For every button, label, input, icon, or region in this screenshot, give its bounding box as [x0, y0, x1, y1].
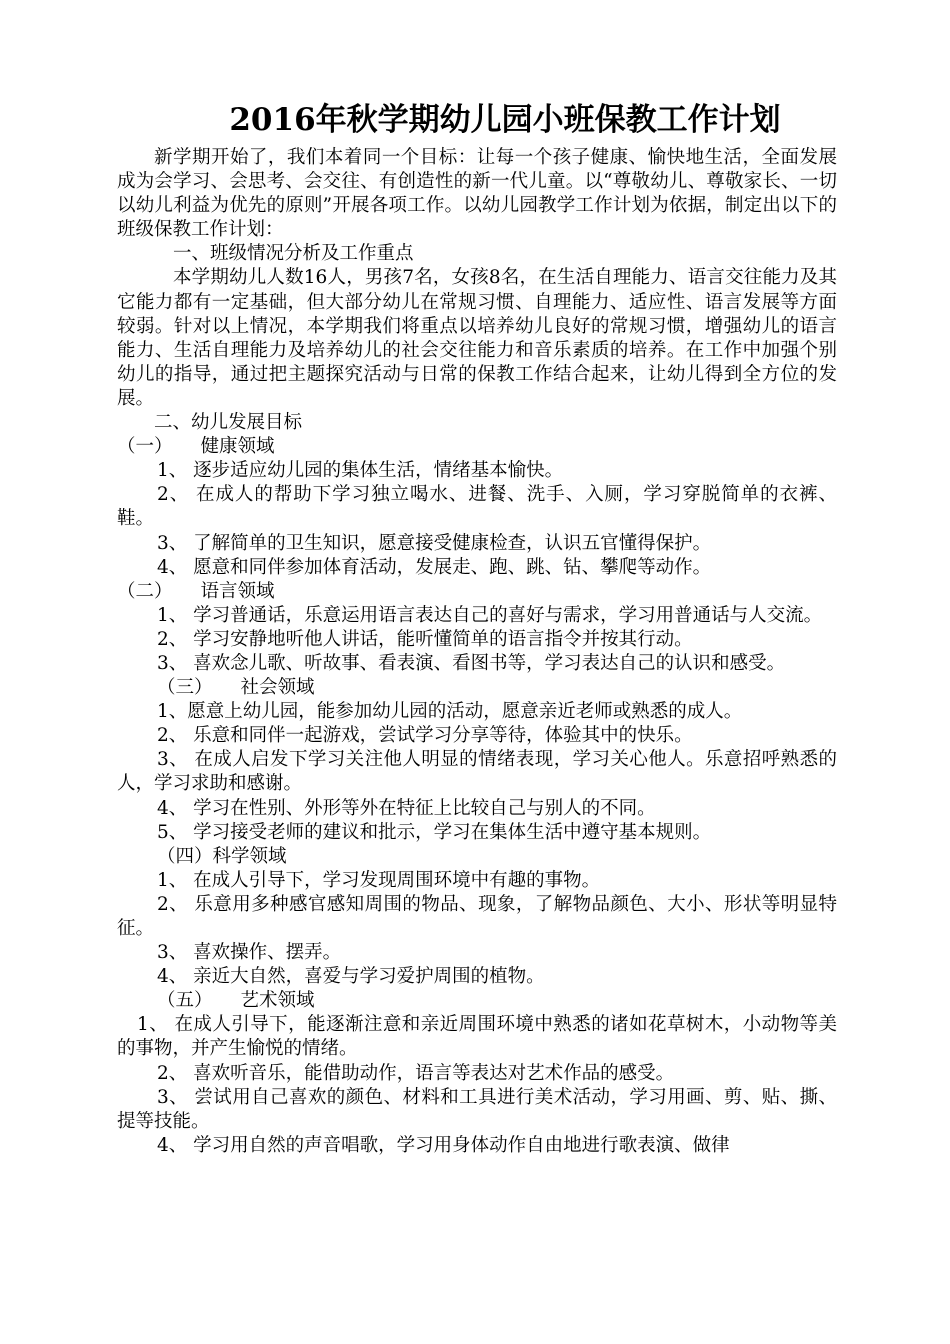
goal-item: 2、 喜欢听音乐，能借助动作，语言等表达对艺术作品的感受。	[157, 1062, 675, 1084]
domain-heading-science: （四）科学领域	[157, 845, 287, 867]
goal-item: 2、 乐意用多种感官感知周围的物品、现象，了解物品颜色、大小、形状等明显特征。	[117, 893, 837, 939]
goal-item: 3、 了解简单的卫生知识，愿意接受健康检查，认识五官懂得保护。	[157, 532, 712, 554]
domain-heading-language: （二） 语言领域	[117, 580, 275, 602]
goal-item: 4、 愿意和同伴参加体育活动，发展走、跑、跳、钻、攀爬等动作。	[157, 556, 712, 578]
goal-item: 1、 逐步适应幼儿园的集体生活，情绪基本愉快。	[157, 460, 564, 482]
goal-item: 3、 喜欢念儿歌、听故事、看表演、看图书等，学习表达自己的认识和感受。	[157, 652, 786, 674]
goal-item: 4、 亲近大自然，喜爱与学习爱护周围的植物。	[157, 966, 545, 988]
domain-heading-social: （三） 社会领域	[157, 677, 315, 699]
goal-item: 3、 喜欢操作、摆弄。	[157, 942, 342, 964]
class-analysis-paragraph: 本学期幼儿人数16人，男孩7名，女孩8名，在生活自理能力、语言交往能力及其它能力都有一定基础，但大部分幼儿在常规习惯、自理能力、适应性、语言发展等方面较弱。针对以上情况，本学期我们将重点以培养幼儿良好的常规习惯，增强幼儿的语言能力、生活自理能力及培养幼儿的社会交往能力和音乐素质的培养。在工作中加强个别幼儿的指导，通过把主题探究活动与日常的保教工作结合起来，让幼儿得到全方位的发展。	[117, 267, 837, 409]
domain-heading-health: （一） 健康领域	[117, 436, 275, 458]
document-title: 2016年秋学期幼儿园小班保教工作计划	[229, 102, 781, 138]
goal-item: 2、 乐意和同伴一起游戏，尝试学习分享等待，体验其中的快乐。	[157, 725, 693, 747]
goal-item: 1、 在成人引导下，学习发现周围环境中有趣的事物。	[157, 869, 601, 891]
intro-paragraph: 新学期开始了，我们本着同一个目标：让每一个孩子健康、愉快地生活，全面发展成为会学习、会思考、会交往、有创造性的新一代儿童。以“尊敬幼儿、尊敬家长、一切以幼儿利益为优先的原则”开展各项工作。以幼儿园教学工作计划为依据，制定出以下的班级保教工作计划：	[117, 147, 837, 241]
goal-item: 1、愿意上幼儿园，能参加幼儿园的活动，愿意亲近老师或熟悉的成人。	[157, 701, 743, 723]
goal-item: 3、 在成人启发下学习关注他人明显的情绪表现，学习关心他人。乐意招呼熟悉的人，学习求助和感谢。	[117, 749, 837, 795]
section-heading-class-analysis: 一、班级情况分析及工作重点	[173, 243, 414, 265]
document-body	[117, 146, 837, 1158]
goal-item: 2、 在成人的帮助下学习独立喝水、进餐、洗手、入厕，学习穿脱简单的衣裤、鞋。	[117, 484, 837, 530]
section-heading-development-goals: 二、幼儿发展目标	[154, 412, 303, 434]
goal-item: 5、 学习接受老师的建议和批示，学习在集体生活中遵守基本规则。	[157, 821, 712, 843]
goal-item: 4、 学习在性别、外形等外在特征上比较自己与别人的不同。	[157, 797, 656, 819]
goal-item: 1、 在成人引导下，能逐渐注意和亲近周围环境中熟悉的诸如花草树木，小动物等美的事物，并产生愉悦的情绪。	[117, 1014, 837, 1060]
goal-item: 1、 学习普通话，乐意运用语言表达自己的喜好与需求，学习用普通话与人交流。	[157, 604, 823, 626]
goal-item: 3、 尝试用自己喜欢的颜色、材料和工具进行美术活动，学习用画、剪、贴、撕、提等技能。	[117, 1086, 837, 1132]
goal-item: 4、 学习用自然的声音唱歌，学习用身体动作自由地进行歌表演、做律	[157, 1134, 730, 1156]
domain-heading-art: （五） 艺术领域	[157, 990, 315, 1012]
goal-item: 2、 学习安静地听他人讲话，能听懂简单的语言指令并按其行动。	[157, 628, 693, 650]
